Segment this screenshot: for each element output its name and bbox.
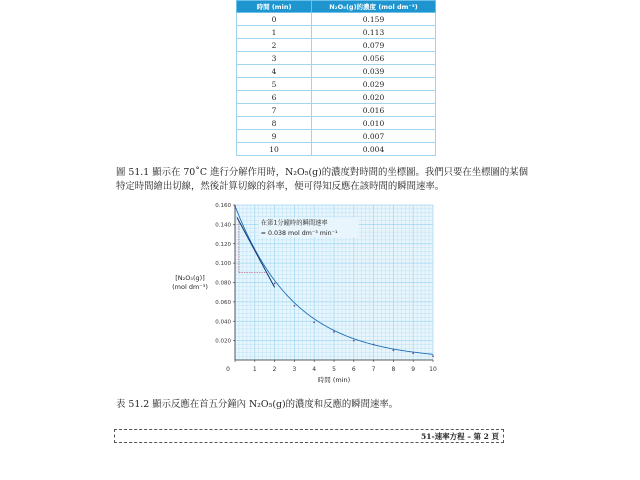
cell-time: 5 <box>237 78 312 91</box>
table-row <box>237 26 436 39</box>
cell-time: 10 <box>237 143 312 156</box>
concentration-table <box>236 0 436 156</box>
data-point <box>313 321 315 323</box>
cell-concentration: 0.113 <box>312 26 436 39</box>
header-concentration: N₂O₅(g)的濃度 (mol dm⁻³) <box>312 1 436 13</box>
cell-concentration: 0.010 <box>312 117 436 130</box>
x-tick-label: 1 <box>252 366 257 373</box>
x-tick-label: 9 <box>411 366 416 373</box>
table-header-row <box>237 1 436 13</box>
table-row <box>237 130 436 143</box>
table-row <box>237 39 436 52</box>
y-tick-label: 0.080 <box>215 280 231 287</box>
cell-concentration: 0.004 <box>312 143 436 156</box>
figure-caption: 圖 51.1 顯示在 70˚C 進行分解作用時，N₂O₅(g)的濃度對時間的坐標圖。我們只要在坐標圖的某個特定時間繪出切線，然後計算切線的斜率，便可得知反應在該時間的瞬間速率。 <box>116 167 529 192</box>
cell-concentration: 0.029 <box>312 78 436 91</box>
data-point <box>294 305 296 307</box>
annotation-text-line1: 在第1分鐘時的瞬間速率 <box>260 219 328 227</box>
cell-concentration: 0.039 <box>312 65 436 78</box>
cell-time: 2 <box>237 39 312 52</box>
table-row <box>237 65 436 78</box>
cell-concentration: 0.020 <box>312 91 436 104</box>
cell-concentration: 0.016 <box>312 104 436 117</box>
page-footer <box>114 429 504 443</box>
table-caption: 表 51.2 顯示反應在首五分鐘內 N₂O₅(g)的濃度和反應的瞬間速率。 <box>116 399 399 410</box>
x-axis-label: 時間 (min) <box>317 376 351 384</box>
y-tick-label: 0.040 <box>215 319 231 326</box>
cell-concentration: 0.159 <box>312 13 436 26</box>
data-point <box>373 344 375 346</box>
x-tick-label: 3 <box>292 366 297 373</box>
table-row <box>237 13 436 26</box>
cell-time: 1 <box>237 26 312 39</box>
data-point <box>274 283 276 285</box>
y-axis-label-line2: (mol dm⁻³) <box>172 283 208 291</box>
cell-concentration: 0.056 <box>312 52 436 65</box>
y-tick-label: 0.120 <box>215 241 231 248</box>
x-tick-label: 2 <box>272 366 277 373</box>
cell-concentration: 0.007 <box>312 130 436 143</box>
cell-time: 9 <box>237 130 312 143</box>
table-row <box>237 78 436 91</box>
cell-time: 6 <box>237 91 312 104</box>
y-tick-label: 0.100 <box>215 261 231 268</box>
x-tick-label: 10 <box>429 366 437 373</box>
y-tick-label: 0.140 <box>215 222 231 229</box>
concentration-time-chart <box>170 200 450 390</box>
x-tick-label: 5 <box>332 366 336 373</box>
data-point <box>234 205 236 207</box>
x-tick-label: 6 <box>351 366 356 373</box>
page-number: 51-速率方程 – 第 2 頁 <box>421 432 499 441</box>
y-tick-label: 0.160 <box>215 203 231 209</box>
table-row <box>237 52 436 65</box>
y-tick-label: 0.060 <box>215 299 231 306</box>
table-row <box>237 117 436 130</box>
header-time: 時間 (min) <box>237 1 312 13</box>
data-point <box>432 355 434 357</box>
cell-time: 0 <box>237 13 312 26</box>
data-point <box>333 331 335 333</box>
y-tick-label: 0.020 <box>215 338 231 345</box>
table-row <box>237 91 436 104</box>
data-point <box>254 250 256 252</box>
cell-time: 3 <box>237 52 312 65</box>
cell-time: 4 <box>237 65 312 78</box>
data-point <box>412 352 414 354</box>
table-row <box>237 104 436 117</box>
annotation-text-line2: = 0.038 mol dm⁻³ min⁻¹ <box>260 230 338 238</box>
x-tick-label: 0 <box>226 366 230 373</box>
data-point <box>353 340 355 342</box>
x-tick-label: 4 <box>312 366 317 373</box>
x-tick-label: 7 <box>371 366 376 373</box>
cell-concentration: 0.079 <box>312 39 436 52</box>
y-axis-label-line1: [N₂O₅(g)] <box>175 274 205 282</box>
x-tick-label: 8 <box>391 366 396 373</box>
cell-time: 7 <box>237 104 312 117</box>
cell-time: 8 <box>237 117 312 130</box>
table-row <box>237 143 436 156</box>
data-point <box>393 349 395 351</box>
